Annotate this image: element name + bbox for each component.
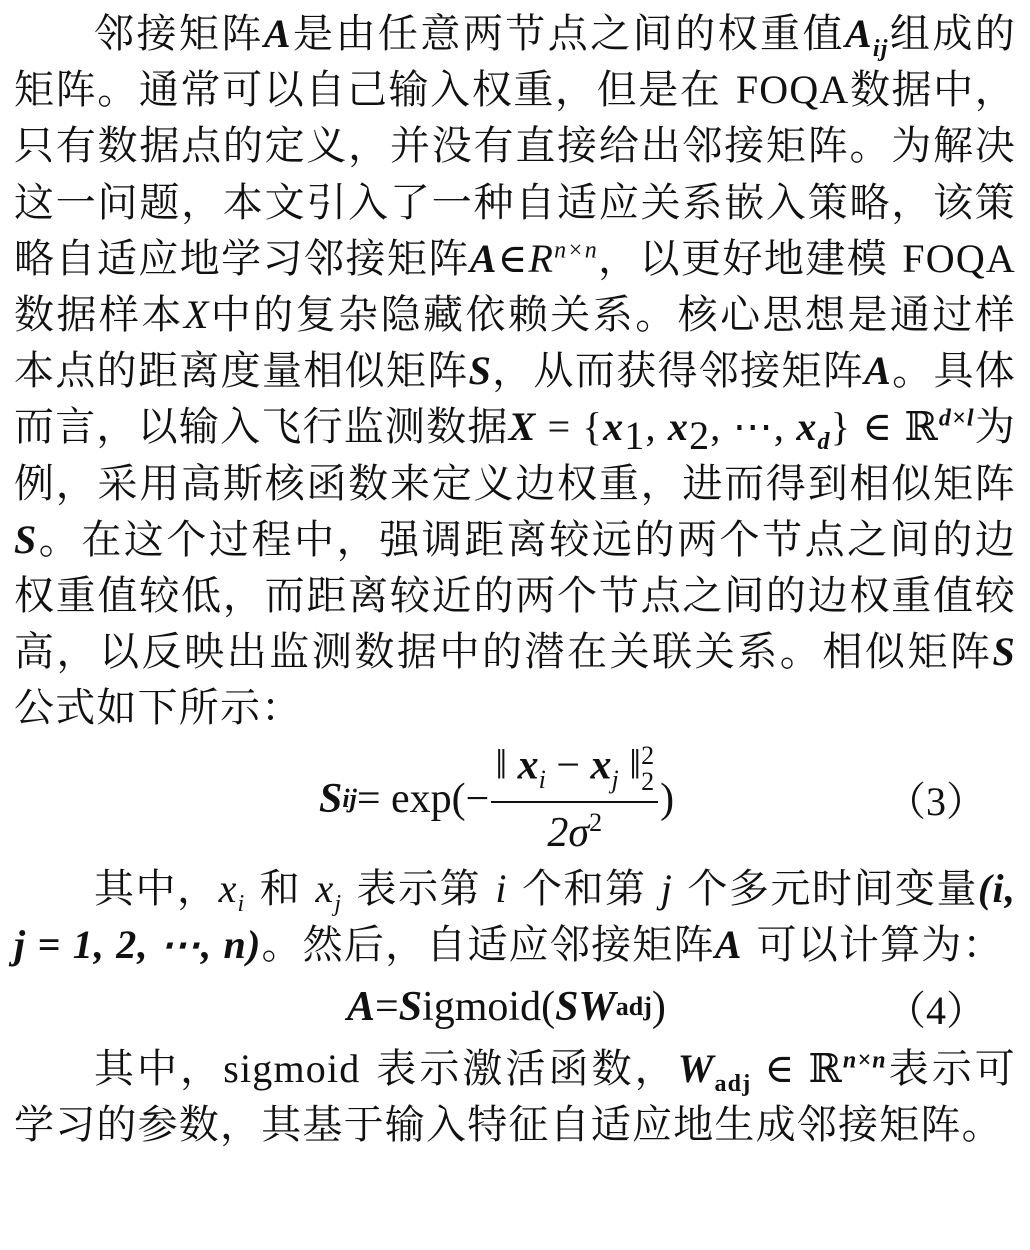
index-range: (i, j = 1, 2, ⋯, n) (14, 865, 1017, 967)
symbol-x2: x (667, 404, 690, 450)
subscript: 1 (624, 413, 646, 459)
text-span: 是由任意两节点之间的权重值 (291, 11, 845, 57)
equation-3-body (319, 737, 674, 861)
math-text: } ∈ (830, 404, 905, 450)
text-span: 中的复杂隐藏依赖关系。核心思想是通过样本点的距离度量相似矩阵 (14, 292, 1016, 395)
subscript: adj (714, 1071, 752, 1098)
symbol-S: S (14, 516, 38, 562)
subscript: 2 (689, 413, 711, 459)
eq-lhs-S: S (319, 775, 343, 822)
symbol-R: R (528, 235, 555, 281)
math-text: , ⋯, (710, 404, 797, 450)
norm-scripts (641, 740, 655, 796)
text-span: 数据样本 (14, 292, 184, 339)
text-span: 其中， (94, 865, 219, 912)
term-foqa: FOQA (902, 235, 1017, 281)
paragraph-variables (14, 861, 1016, 973)
paragraph-adjacency-intro (14, 6, 1016, 737)
text-span: 组成的矩阵。通常可以自己输入权重，但是在 (14, 11, 1016, 114)
eq-lhs-subscript: ij (342, 783, 357, 813)
symbol-xd: x (796, 404, 818, 450)
eq-minus: − (545, 742, 591, 789)
superscript: n×n (842, 1047, 887, 1074)
eq-xi-sub: i (538, 764, 546, 794)
eq-sigma-sup: 2 (589, 807, 603, 837)
eq4-close-paren: ) (651, 984, 666, 1031)
equation-number-4: （4） (886, 987, 986, 1033)
text-span: 个和第 (521, 865, 647, 912)
eq-xj-sub: j (611, 764, 619, 794)
eq-xi: x (517, 742, 539, 789)
eq4-W-sub: adj (615, 992, 652, 1022)
eq-xj: x (590, 742, 612, 789)
equation-4 (14, 973, 1016, 1041)
text-span: 其中， (94, 1046, 224, 1093)
eq-2sigma: 2σ (547, 809, 590, 856)
norm-sup: 2 (641, 740, 655, 770)
norm-close: ‖ (618, 742, 642, 789)
text-span: ，从而获得邻接矩阵 (492, 348, 865, 395)
symbol-j: j (660, 865, 674, 911)
symbol-W: W (677, 1046, 715, 1092)
symbol-X-bold: X (508, 404, 537, 450)
eq-exp: = exp(− (356, 775, 490, 822)
symbol-Aij: A (844, 11, 873, 56)
term-foqa: FOQA (735, 67, 850, 113)
eq-close-paren: ) (660, 775, 675, 822)
text-span: 。然后，自适应邻接矩阵 (261, 921, 715, 968)
equation-4-body (347, 973, 666, 1041)
symbol-i: i (495, 865, 508, 911)
symbol-R-superscript: n×n (554, 237, 598, 264)
eq4-SW: SW (555, 984, 616, 1031)
text-span: 数据中，只有数据点的定义，并没有直接给出邻接矩阵。为解决这一问题，本文引入了一种自适应关系嵌入策略，该策略自适应地学习邻接矩阵 (14, 67, 1016, 282)
symbol-A: A (864, 348, 893, 394)
norm-open: ‖ (495, 742, 518, 789)
subscript: i (237, 890, 246, 917)
text-span: 个多元时间变量 (687, 865, 979, 912)
symbol-A: A (469, 235, 498, 281)
eq4-S: S (398, 984, 423, 1031)
text-span: 为例，采用高斯核函数来定义边权重，进而得到相似矩阵 (14, 404, 1016, 507)
equation-3 (14, 737, 1016, 861)
symbol-xi: x (218, 865, 238, 911)
norm-sub: 2 (641, 766, 655, 796)
eq-denominator (547, 803, 602, 855)
symbol-A: A (263, 11, 292, 56)
eq4-equals: = (375, 984, 399, 1031)
text-span: 表示可学习的参数，其基于输入特征自适应地生成邻接矩阵。 (14, 1046, 1016, 1149)
symbol-element-of: ∈ (751, 1046, 809, 1092)
text-span: 。具体而言，以输入飞行监测数据 (14, 348, 1016, 451)
subscript: j (334, 890, 343, 917)
eq-fraction (491, 740, 658, 856)
eq4-sigmoid: igmoid( (422, 984, 556, 1031)
text-span: 公式如下所示： (14, 685, 303, 732)
superscript: d×l (938, 406, 975, 433)
eq4-lhs-A: A (347, 984, 376, 1031)
symbol-S: S (468, 348, 493, 394)
symbol-real-numbers: ℝ (904, 404, 939, 451)
symbol-xj: x (315, 865, 335, 911)
text-span: 表示第 (356, 865, 482, 912)
symbol-A: A (714, 921, 743, 967)
subscript: d (817, 429, 831, 456)
paragraph-sigmoid (14, 1041, 1016, 1153)
symbol-Aij-subscript: ij (872, 36, 889, 62)
symbol-real-numbers: ℝ (808, 1046, 843, 1093)
equation-number-3: （3） (886, 779, 986, 825)
text-span: 。在这个过程中，强调距离较远的两个节点之间的边权重值较低，而距离较近的两个节点之间的边权重值较高，以反映出监测数据中的潜在关联关系。相似矩阵 (14, 516, 1016, 676)
term-sigmoid: sigmoid (223, 1046, 361, 1092)
symbol-x1: x (603, 404, 625, 450)
symbol-element-of: ∈ (497, 235, 529, 281)
text-span: 和 (259, 865, 302, 912)
eq-numerator (491, 740, 658, 803)
text-span: 可以计算为： (756, 921, 1004, 968)
text-span: 邻接矩阵 (94, 11, 264, 57)
symbol-X: X (183, 292, 210, 338)
symbol-S: S (992, 629, 1016, 675)
text-span: ，以更好地建模 (597, 235, 889, 282)
math-text: = { (536, 404, 604, 450)
math-text: , (645, 404, 668, 450)
text-span: 表示激活函数， (376, 1046, 678, 1093)
